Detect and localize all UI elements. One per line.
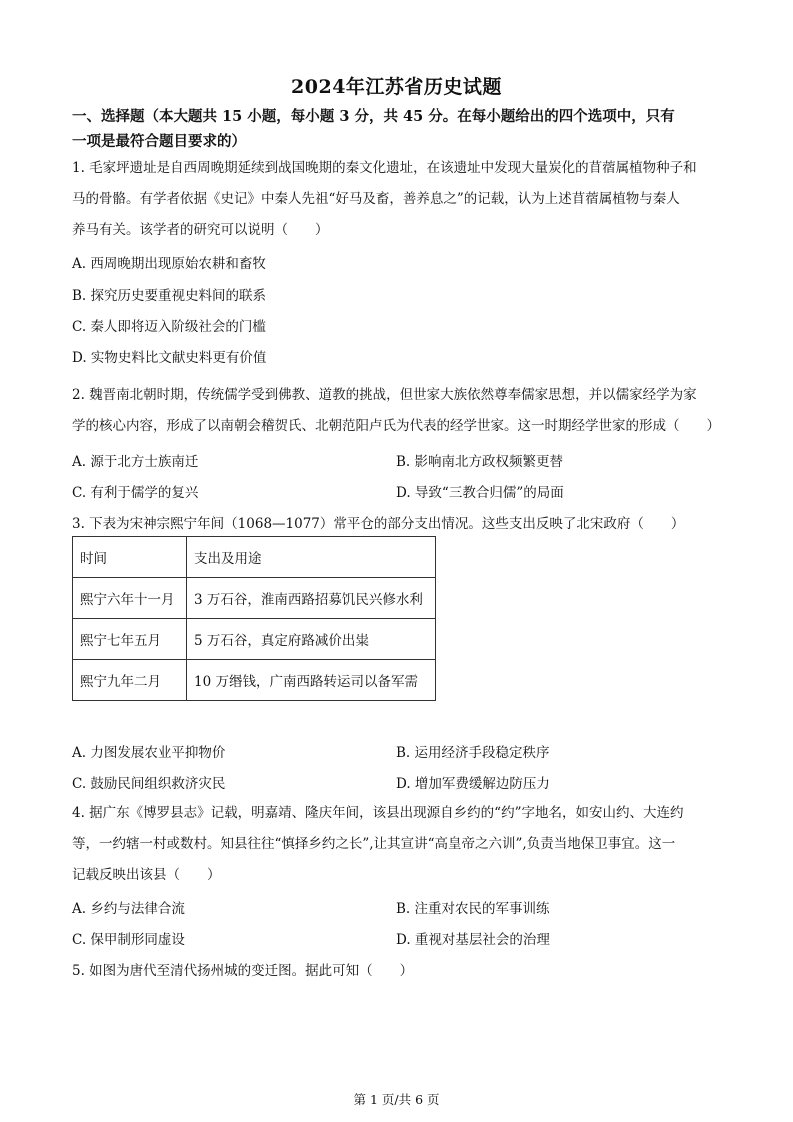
table-header-row xyxy=(73,537,436,578)
stem-line: 等，一约辖一村或数村。知县往往“慎择乡约之长”,让其宣讲“高皇帝之六训”,负责当地保卫事宜。这一 xyxy=(72,836,676,852)
stem-line: 马的骨骼。有学者依据《史记》中秦人先祖“好马及畜，善养息之”的记载，认为上述苜蓿属植物与秦人 xyxy=(72,191,680,207)
question-1-option-b: B. 探究历史要重视史料间的联系 xyxy=(72,288,267,304)
question-3-option-c: C. 鼓励民间组织救济灾民 xyxy=(72,776,226,792)
stem-line: 记载反映出该县（ ） xyxy=(72,867,221,883)
question-3-option-b: B. 运用经济手段稳定秩序 xyxy=(396,745,550,761)
question-4-stem xyxy=(72,798,722,891)
table-cell: 熙宁六年十一月 xyxy=(73,578,187,619)
table-row xyxy=(73,619,436,660)
question-2-option-c: C. 有利于儒学的复兴 xyxy=(72,485,199,501)
question-3-option-a: A. 力图发展农业平抑物价 xyxy=(72,745,226,761)
section-heading-line: 一、选择题（本大题共 15 小题，每小题 3 分，共 45 分。在每小题给出的四个选项中，只有 xyxy=(72,108,675,125)
table-header-cell: 时间 xyxy=(73,537,187,578)
question-1-option-c: C. 秦人即将迈入阶级社会的门槛 xyxy=(72,319,266,335)
question-5-stem: 5. 如图为唐代至清代扬州城的变迁图。据此可知（ ） xyxy=(72,963,414,979)
table-row xyxy=(73,660,436,701)
question-2-option-d: D. 导致“三教合归儒”的局面 xyxy=(396,485,564,501)
question-2-option-b: B. 影响南北方政权频繁更替 xyxy=(396,454,564,470)
section-heading xyxy=(72,104,727,154)
question-3-option-d: D. 增加军费缓解边防压力 xyxy=(396,776,550,792)
question-4-option-b: B. 注重对农民的军事训练 xyxy=(396,901,550,917)
table-cell: 10 万缗钱，广南西路转运司以备军需 xyxy=(187,660,436,701)
table-cell: 5 万石谷，真定府路减价出粜 xyxy=(187,619,436,660)
stem-line: 4. 据广东《博罗县志》记载，明嘉靖、隆庆年间，该县出现源自乡约的“约”字地名，如安山约、大连约 xyxy=(72,805,684,821)
question-2-stem xyxy=(72,380,722,442)
section-heading-line: 一项是最符合题目要求的） xyxy=(72,133,246,150)
table-cell: 3 万石谷，淮南西路招募饥民兴修水利 xyxy=(187,578,436,619)
stem-line: 养马有关。该学者的研究可以说明（ ） xyxy=(72,222,329,238)
table-cell: 熙宁七年五月 xyxy=(73,619,187,660)
question-4-option-d: D. 重视对基层社会的治理 xyxy=(396,932,550,948)
question-1-option-d: D. 实物史料比文献史料更有价值 xyxy=(72,350,267,366)
table-row xyxy=(73,578,436,619)
stem-line: 1. 毛家坪遗址是自西周晚期延续到战国晚期的秦文化遗址，在该遗址中发现大量炭化的苜蓿属植物种子和 xyxy=(72,160,697,176)
question-1-option-a: A. 西周晚期出现原始农耕和畜牧 xyxy=(72,256,266,272)
table-cell: 熙宁九年二月 xyxy=(73,660,187,701)
exam-title: 2024年江苏省历史试题 xyxy=(291,76,502,98)
question-2-option-a: A. 源于北方士族南迁 xyxy=(72,454,199,470)
question-1-stem xyxy=(72,153,722,246)
page-footer: 第 1 页/共 6 页 xyxy=(353,1092,440,1107)
expenditure-table xyxy=(72,536,436,701)
question-3-stem: 3. 下表为宋神宗熙宁年间（1068—1077）常平仓的部分支出情况。这些支出反映了北宋政府（ ） xyxy=(72,516,685,532)
stem-line: 学的核心内容，形成了以南朝会稽贺氏、北朝范阳卢氏为代表的经学世家。这一时期经学世家的形成（ ） xyxy=(72,418,720,434)
stem-line: 2. 魏晋南北朝时期，传统儒学受到佛教、道教的挑战，但世家大族依然尊奉儒家思想，并以儒家经学为家 xyxy=(72,387,697,403)
question-4-option-a: A. 乡约与法律合流 xyxy=(72,901,185,917)
question-4-option-c: C. 保甲制形同虚设 xyxy=(72,932,185,948)
table-header-cell: 支出及用途 xyxy=(187,537,436,578)
